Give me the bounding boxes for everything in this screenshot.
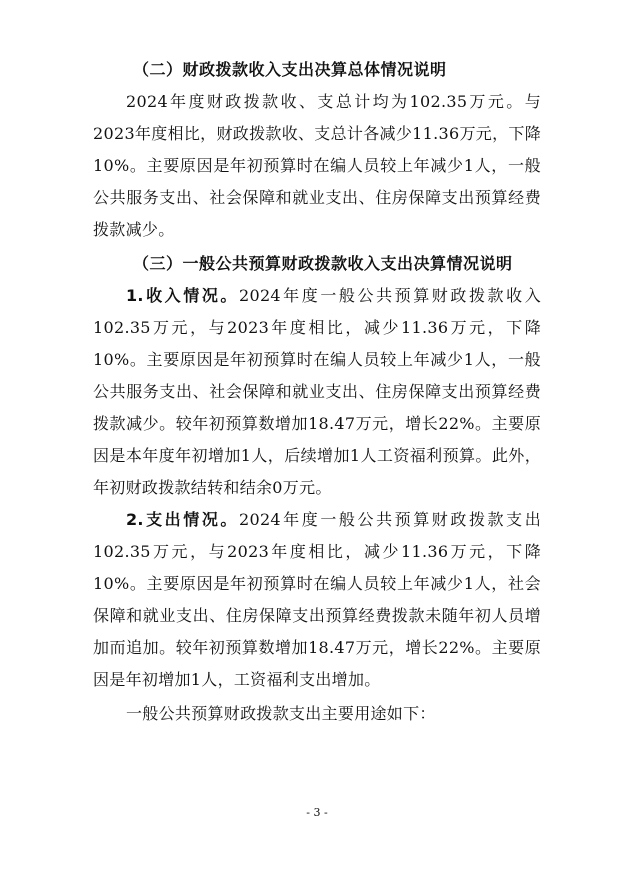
uses-intro-paragraph: 一般公共预算财政拨款支出主要用途如下： — [126, 704, 436, 723]
section-2-paragraph: 2024年度财政拨款收、支总计均为102.35万元。与2023年度相比，财政拨款收、支总计各减少11.36万元，下降10%。主要原因是年初预算时在编人员较上年减少1人，一般公共服务支出、社会保障和就业支出、住房保障支出预算经费拨款减少。 — [93, 92, 541, 239]
expense-paragraph — [93, 504, 541, 696]
income-lead: 1.收入情况。 — [126, 286, 239, 305]
income-body: 2024年度一般公共预算财政拨款收入102.35万元，与2023年度相比，减少11.36万元，下降10%。主要原因是年初预算时在编人员较上年减少1人，一般公共服务支出、社会保障和就业支出、住房保障支出预算经费拨款减少。较年初预算数增加18.47万元，增长22%。主要原因是本年度年初增加1人，后续增加1人工资福利预算。此外，年初财政拨款结转和结余0万元。 — [93, 286, 541, 497]
page-number: - 3 - — [306, 806, 328, 819]
income-paragraph — [93, 280, 541, 504]
expense-body: 2024年度一般公共预算财政拨款支出102.35万元，与2023年度相比，减少11.36万元，下降10%。主要原因是年初预算时在编人员较上年减少1人，社会保障和就业支出、住房保障支出预算经费拨款未随年初人员增加而追加。较年初预算数增加18.47万元，增长22%。主要原因是年初增加1人，工资福利支出增加。 — [93, 510, 541, 689]
document-page — [93, 54, 541, 730]
section-2-heading: （二）财政拨款收入支出决算总体情况说明 — [133, 60, 447, 79]
section-3-heading: （三）一般公共预算财政拨款收入支出决算情况说明 — [133, 254, 513, 273]
expense-lead: 2.支出情况。 — [126, 510, 239, 529]
